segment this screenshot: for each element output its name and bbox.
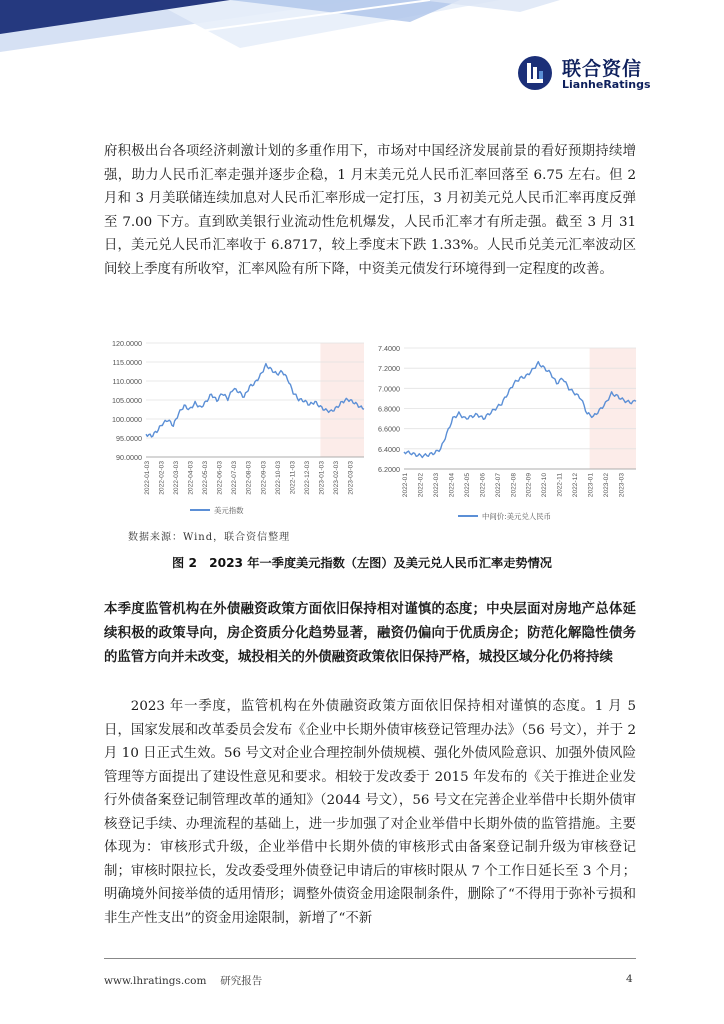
y-tick-label: 6.6000 (378, 424, 400, 434)
x-tick-label: 2022-03 (432, 473, 440, 498)
x-tick-label: 2022-12-03 (303, 461, 311, 495)
usdcny-chart (370, 334, 638, 524)
x-tick-label: 2022-03-03 (173, 461, 181, 495)
body-paragraph-1: 府积极出台各项经济刺激计划的多重作用下，市场对中国经济发展前景的看好预期持续增强，助力人民币汇率走强并逐步企稳，1 月末美元兑人民币汇率回落至 6.75 左右。但 2 月和 3 月美联储连续加息对人民币汇率形成一定打压，3 月初美元兑人民币汇率再度反弹至 7.00 下方。直到欧美银行业流动性危机爆发，人民币汇率才有所走强。截至 3 月 31 日，美元兑人民币汇率收于 6.8717，较上季度末下跌 1.33%。人民币兑美元汇率波动区间较上季度有所收窄，汇率风险有所下降，中资美元债发行环境得到一定程度的改善。 (104, 144, 636, 277)
x-tick-label: 2023-01 (587, 473, 595, 498)
x-tick-label: 2022-07-03 (231, 461, 239, 495)
data-source-note: 数据来源：Wind，联合资信整理 (128, 532, 291, 543)
y-tick-label: 6.8000 (378, 404, 400, 414)
x-tick-label: 2022-09-03 (260, 461, 268, 495)
x-tick-label: 2022-12 (572, 473, 580, 498)
y-tick-label: 90.0000 (116, 453, 142, 462)
x-tick-label: 2022-04-03 (187, 461, 195, 495)
x-tick-label: 2023-03 (618, 473, 626, 498)
y-tick-label: 110.0000 (112, 377, 142, 386)
usd-index-chart (104, 334, 368, 524)
x-tick-label: 2022-11 (556, 473, 564, 497)
x-tick-label: 2022-07 (494, 473, 502, 498)
logo-chinese-name: 联合资信 (562, 58, 643, 80)
body-paragraph-2: 2023 年一季度，监管机构在外债融资政策方面依旧保持相对谨慎的态度。1 月 5 日，国家发展和改革委员会发布《企业中长期外债审核登记管理办法》（56 号文），并于 2 月 10 日正式生效。56 号文对企业合理控制外债规模、强化外债风险意识、加强外债风险管理等方面提出了建设性意见和要求。相较于发改委于 2015 年发布的《关于推进企业发行外债备案登记制管理改革的通知》（2044 号文），56 号文在完善企业举借中长期外债审核登记手续、办理流程的基础上，进一步加强了对企业举借中长期外债的监管措施。主要体现为：审核形式升级，企业举借中长期外债的审核形式由备案登记制升级为审核登记制；审核时限拉长，发改委受理外债登记申请后的审核时限从 7 个工作日延长至 3 个月；明确境外间接举债的适用情形；调整外债资金用途限制条件，删除了“不得用于弥补亏损和非生产性支出”的资金用途限制，新增了“不新 (104, 699, 636, 926)
y-tick-label: 100.0000 (112, 415, 142, 424)
footer-divider (104, 958, 636, 959)
x-tick-label: 2022-02-03 (158, 461, 166, 495)
x-tick-label: 2022-05 (463, 473, 471, 498)
x-tick-label: 2022-09 (525, 473, 533, 498)
y-tick-label: 6.4000 (378, 444, 400, 454)
footer-site-label: www.lhratings.com 研究报告 (104, 975, 263, 987)
y-tick-label: 7.2000 (378, 364, 400, 374)
page-number: 4 (626, 973, 633, 985)
y-tick-label: 115.0000 (112, 358, 142, 367)
x-tick-label: 2022-08-03 (245, 461, 253, 495)
y-tick-label: 105.0000 (112, 396, 142, 405)
logo-english-name: LianheRatings (562, 78, 651, 91)
y-tick-label: 95.0000 (116, 434, 142, 443)
y-tick-label: 120.0000 (112, 339, 142, 348)
x-tick-label: 2022-10 (541, 473, 549, 498)
company-logo (516, 54, 696, 98)
y-tick-label: 7.0000 (378, 384, 400, 394)
lianhe-logo-icon (516, 54, 554, 92)
x-tick-label: 2022-01 (402, 473, 409, 498)
legend-label: 美元指数 (214, 506, 244, 515)
x-tick-label: 2022-06-03 (216, 461, 224, 495)
x-tick-label: 2022-01-03 (144, 461, 151, 495)
legend-label: 中间价:美元兑人民币 (482, 512, 552, 521)
x-tick-label: 2022-04 (448, 473, 456, 498)
x-tick-label: 2022-06 (479, 473, 487, 498)
x-tick-label: 2022-10-03 (274, 461, 282, 495)
x-tick-label: 2023-02 (603, 473, 611, 498)
x-tick-label: 2022-11-03 (289, 461, 297, 495)
x-tick-label: 2023-01-03 (318, 461, 326, 495)
x-tick-label: 2022-08 (510, 473, 518, 498)
x-tick-label: 2022-05-03 (202, 461, 210, 495)
y-tick-label: 6.2000 (378, 465, 400, 474)
x-tick-label: 2022-02 (417, 473, 425, 498)
x-tick-label: 2023-02-03 (332, 461, 340, 495)
section-summary-paragraph: 本季度监管机构在外债融资政策方面依旧保持相对谨慎的态度；中央层面对房地产总体延续积极的政策导向，房企资质分化趋势显著，融资仍偏向于优质房企；防范化解隐性债务的监管方向并未改变，城投相关的外债融资政策依旧保持严格，城投区域分化仍将持续 (104, 602, 636, 666)
y-tick-label: 7.4000 (378, 344, 400, 353)
x-tick-label: 2023-03-03 (347, 461, 355, 495)
figure-caption: 图 2 2023 年一季度美元指数（左图）及美元兑人民币汇率走势情况 (172, 556, 552, 570)
